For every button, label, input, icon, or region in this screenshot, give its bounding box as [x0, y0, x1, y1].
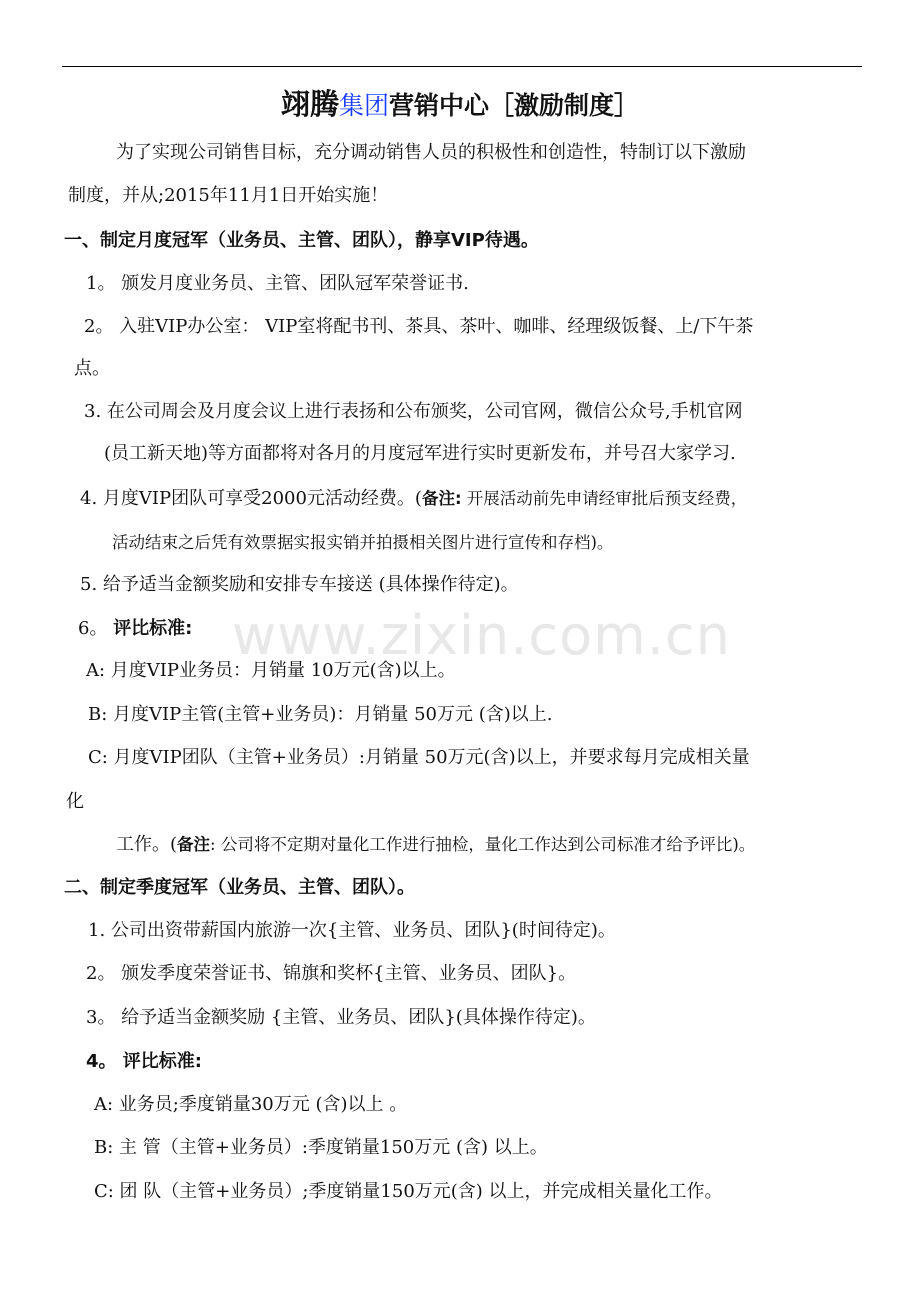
section1-heading: 一、制定月度冠军（业务员、主管、团队），静享VIP待遇。: [64, 230, 539, 251]
title-part2: 集团: [338, 91, 389, 120]
s2-crit-c: C: 团 队（主管+业务员）;季度销量150万元(含) 以上，并完成相关量化工作。: [94, 1181, 723, 1202]
s1-item1: 1。 颁发月度业务员、主管、团队冠军荣誉证书.: [86, 273, 469, 294]
s1-item6-num: 6。: [78, 618, 114, 639]
intro-line1: 为了实现公司销售目标，充分调动销售人员的积极性和创造性，特制订以下激励: [116, 142, 746, 163]
s1-crit-c-work-text: 工作。(: [116, 834, 178, 855]
s2-item4: 4。 评比标准:: [86, 1051, 202, 1072]
s1-item2: 2。 入驻VIP办公室： VIP室将配书刊、茶具、茶叶、咖啡、经理级饭餐、上/下午茶: [84, 316, 754, 337]
section2-heading: 二、制定季度冠军（业务员、主管、团队）。: [64, 877, 415, 898]
s1-item3: 3. 在公司周会及月度会议上进行表扬和公布颁奖，公司官网，微信公众号,手机官网: [84, 401, 743, 422]
s1-crit-c-note: : 公司将不定期对量化工作进行抽检，量化工作达到公司标准才给予评比)。: [210, 835, 756, 854]
header-rule: [62, 66, 862, 67]
s1-item2-cont: 点。: [74, 358, 110, 379]
s1-item6: [78, 617, 192, 641]
s1-crit-c-note-label: 备注: [177, 835, 211, 854]
s1-item4-b: 开展活动前先申请经审批后预支经费，: [461, 489, 748, 508]
s2-item1: 1. 公司出资带薪国内旅游一次{主管、业务员、团队}(时间待定)。: [88, 920, 616, 941]
s2-crit-b: B: 主 管（主管+业务员）:季度销量150万元 (含) 以上。: [94, 1137, 548, 1158]
title-part1: 翊腾: [280, 87, 339, 121]
s1-crit-b: B: 月度VIP主管(主管+业务员)：月销量 50万元 (含)以上.: [88, 704, 553, 725]
watermark: www.zixin.com.cn: [232, 604, 731, 667]
s1-crit-c-work: [116, 833, 755, 857]
s1-item4-cont: 活动结束之后凭有效票据实报实销并拍摄相关图片进行宣传和存档)。: [112, 533, 614, 552]
s1-crit-c: C: 月度VIP团队（主管+业务员）:月销量 50万元(含)以上，并要求每月完成相关量: [88, 747, 750, 768]
s1-crit-c-cont: 化: [66, 791, 84, 812]
s1-crit-a: A: 月度VIP业务员：月销量 10万元(含)以上。: [86, 660, 456, 681]
intro-line2: 制度，并从;2015年11月1日开始实施！: [68, 185, 389, 206]
s1-item4-note-label: 备注:: [421, 489, 462, 508]
s2-item2: 2。 颁发季度荣誉证书、锦旗和奖杯{主管、业务员、团队}。: [86, 963, 577, 984]
document-title: [0, 86, 920, 124]
s2-item3: 3。 给予适当金额奖励 {主管、业务员、团队}(具体操作待定)。: [86, 1007, 596, 1028]
s1-item4-a: 4. 月度VIP团队可享受2000元活动经费。(: [80, 488, 422, 509]
s1-item4: [80, 487, 747, 511]
s1-item5: 5. 给予适当金额奖励和安排专车接送 (具体操作待定)。: [80, 574, 519, 595]
s1-item6-label: 评比标准:: [113, 618, 193, 639]
title-part3: 营销中心［激励制度］: [389, 91, 640, 120]
s1-item3-cont: (员工新天地)等方面都将对各月的月度冠军进行实时更新发布，并号召大家学习.: [104, 443, 736, 464]
s2-crit-a: A: 业务员;季度销量30万元 (含)以上 。: [94, 1094, 408, 1115]
